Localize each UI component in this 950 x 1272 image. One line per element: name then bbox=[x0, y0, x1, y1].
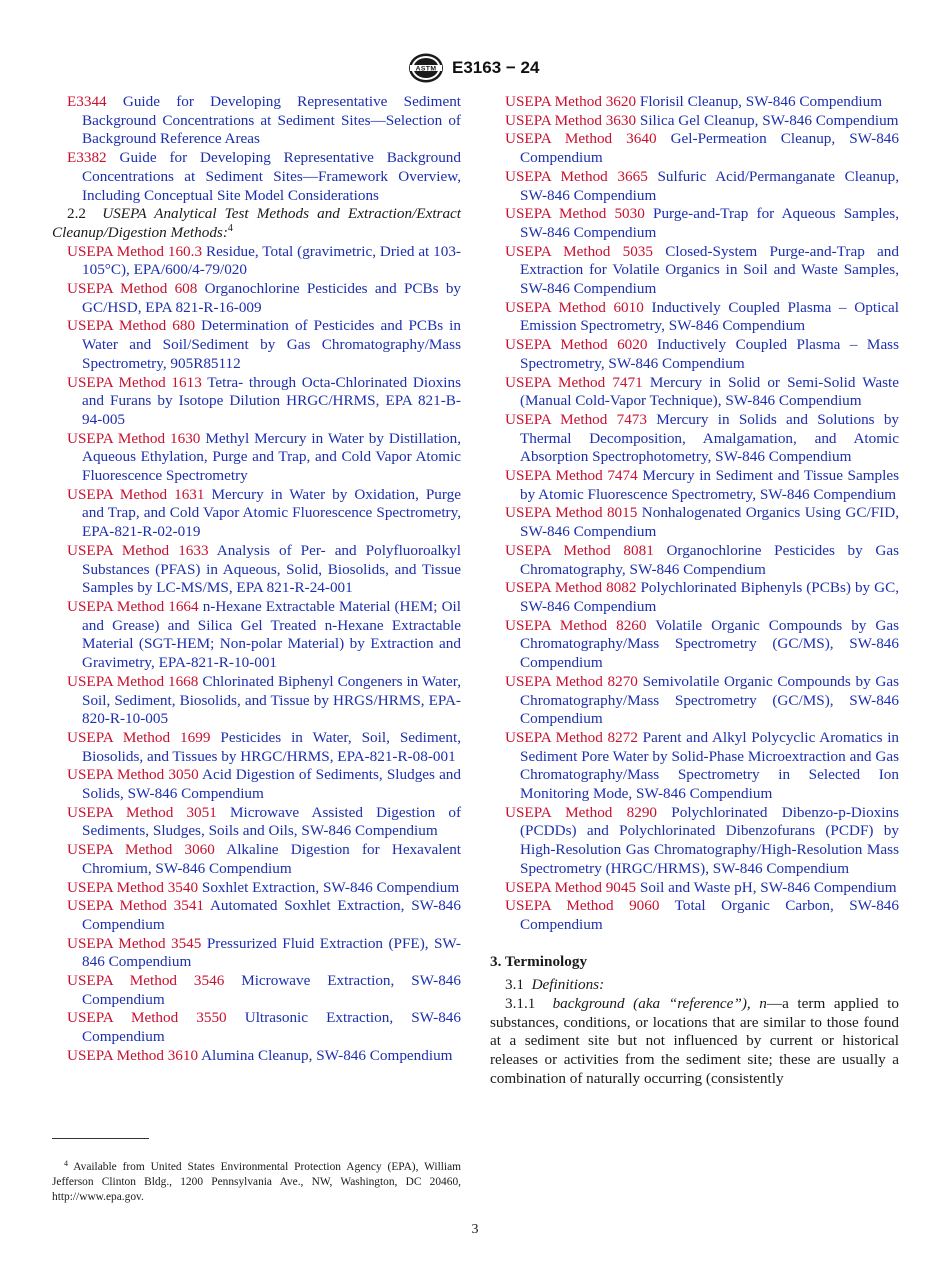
reference-designation-link[interactable]: USEPA Method 680 bbox=[67, 317, 196, 335]
reference-designation-link[interactable]: USEPA Method 3640 bbox=[505, 130, 657, 148]
right-column bbox=[490, 93, 899, 1089]
reference-designation-link[interactable]: USEPA Method 7471 bbox=[505, 373, 643, 391]
reference-entry bbox=[52, 243, 461, 280]
reference-title-link[interactable]: Mercury in Solid or Semi-Solid Waste (Manual Cold-Vapor Technique), SW-846 Compendium bbox=[520, 373, 899, 410]
reference-designation-link[interactable]: USEPA Method 1613 bbox=[67, 373, 202, 391]
reference-title-link[interactable]: Volatile Organic Compounds by Gas Chromatography/Mass Spectrometry (GC/MS), SW-846 Compendium bbox=[520, 616, 899, 672]
reference-entry bbox=[52, 374, 461, 430]
reference-title-link[interactable]: Organochlorine Pesticides and PCBs by GC/HSD, EPA 821-R-16-009 bbox=[82, 280, 462, 316]
reference-designation-link[interactable]: USEPA Method 3051 bbox=[67, 803, 217, 821]
reference-designation-link[interactable]: USEPA Method 1664 bbox=[67, 597, 199, 615]
reference-title-link[interactable]: Tetra- through Octa-Chlorinated Dioxins and Furans by Isotope Dilution HRGC/HRMS, EPA 821-B-94-005 bbox=[82, 373, 461, 428]
reference-designation-link[interactable]: USEPA Method 9045 bbox=[505, 878, 637, 896]
reference-entry bbox=[490, 617, 899, 673]
reference-entry bbox=[490, 299, 899, 336]
reference-designation-link[interactable]: USEPA Method 8015 bbox=[505, 504, 638, 522]
reference-designation-link[interactable]: USEPA Method 8082 bbox=[505, 579, 637, 597]
reference-designation-link[interactable]: E3382 bbox=[67, 149, 107, 167]
left-column bbox=[52, 93, 461, 1066]
reference-designation-link[interactable]: USEPA Method 1668 bbox=[67, 672, 199, 690]
reference-entry bbox=[52, 1009, 461, 1046]
reference-entry bbox=[52, 598, 461, 673]
defined-term: background (aka “reference”), n bbox=[552, 995, 767, 1013]
reference-title-link[interactable]: Polychlorinated Dibenzo-p-Dioxins (PCDDs) and Polychlorinated Dibenzofurans (PCDF) by High-Resolution Gas Chromatography/High-Resolution Mass Spectrometry (HRGC/HRMS), SW-846 Compendium bbox=[520, 803, 899, 877]
reference-designation-link[interactable]: USEPA Method 3546 bbox=[67, 972, 225, 990]
reference-entry bbox=[490, 411, 899, 467]
page-header bbox=[0, 52, 950, 86]
reference-designation-link[interactable]: USEPA Method 8270 bbox=[505, 672, 638, 690]
footnote-marker[interactable]: 4 bbox=[227, 222, 233, 234]
reference-entry bbox=[490, 729, 899, 804]
reference-entry bbox=[52, 879, 461, 898]
reference-designation-link[interactable]: USEPA Method 3545 bbox=[67, 934, 202, 952]
reference-entry bbox=[52, 935, 461, 972]
reference-title-link[interactable]: Residue, Total (gravimetric, Dried at 103-105°C), EPA/600/4-79/020 bbox=[82, 242, 461, 279]
section-3-heading: 3. Terminology bbox=[490, 952, 588, 970]
reference-entry bbox=[52, 673, 461, 729]
reference-entry bbox=[52, 972, 461, 1009]
document-designation: E3163 − 24 bbox=[452, 58, 540, 77]
reference-title-link[interactable]: Microwave Extraction, SW-846 Compendium bbox=[82, 972, 461, 1008]
reference-designation-link[interactable]: E3344 bbox=[67, 93, 107, 110]
reference-entry bbox=[52, 149, 461, 205]
reference-designation-link[interactable]: USEPA Method 3540 bbox=[67, 878, 199, 896]
reference-designation-link[interactable]: USEPA Method 7473 bbox=[505, 410, 647, 428]
reference-entry bbox=[52, 841, 461, 878]
reference-designation-link[interactable]: USEPA Method 5030 bbox=[505, 205, 645, 223]
reference-entry bbox=[52, 542, 461, 598]
reference-title-link[interactable]: Soxhlet Extraction, SW-846 Compendium bbox=[201, 878, 460, 896]
page-number: 3 bbox=[471, 1222, 479, 1237]
reference-title-link[interactable]: Florisil Cleanup, SW-846 Compendium bbox=[639, 93, 883, 110]
reference-title-link[interactable]: Soil and Waste pH, SW-846 Compendium bbox=[639, 878, 897, 896]
reference-title-link[interactable]: Closed-System Purge-and-Trap and Extraction for Volatile Organics in Soil and Waste Samples, SW-846 Compendium bbox=[520, 242, 899, 298]
reference-designation-link[interactable]: USEPA Method 160.3 bbox=[67, 242, 203, 260]
reference-entry bbox=[490, 504, 899, 541]
reference-title-link[interactable]: Parent and Alkyl Polycyclic Aromatics in Sediment Pore Water by Solid-Phase Microextraction and Gas Chromatography/Mass Spectrometry in Selected Ion Monitoring Mode, SW-846 Compendium bbox=[520, 728, 900, 803]
footnote-4: $^4$ Available from United States Environmental Protection Agency (EPA), William Jefferson Clinton Bldg., 1200 Pennsylvania Ave., NW, Washington, DC 20460, http://www.epa.gov. bbox=[52, 1159, 461, 1203]
reference-designation-link[interactable]: USEPA Method 1630 bbox=[67, 429, 201, 447]
reference-designation-link[interactable]: USEPA Method 9060 bbox=[505, 897, 660, 915]
reference-designation-link[interactable]: USEPA Method 3550 bbox=[67, 1009, 227, 1027]
reference-entry bbox=[490, 374, 899, 411]
reference-designation-link[interactable]: USEPA Method 3665 bbox=[505, 167, 648, 185]
reference-title-link[interactable]: Automated Soxhlet Extraction, SW-846 Compendium bbox=[82, 897, 461, 933]
reference-entry bbox=[490, 93, 899, 112]
reference-entry bbox=[490, 804, 899, 879]
reference-entry bbox=[490, 579, 899, 616]
section-3-1-heading: 3.1 Definitions: bbox=[505, 976, 605, 994]
section-2-2-heading: 2.2 USEPA Analytical Test Methods and Extraction/Extract Cleanup/Digestion Methods:$^4$ bbox=[52, 205, 462, 241]
astm-logo-icon bbox=[407, 52, 445, 84]
reference-entry bbox=[52, 280, 461, 317]
reference-title-link[interactable]: Pesticides in Water, Soil, Sediment, Biosolids, and Tissues by HRGC/HRMS, EPA-821-R-08-001 bbox=[82, 728, 462, 765]
reference-title-link[interactable]: Guide for Developing Representative Background Concentrations at Sediment Sites—Framework Overview, Including Conceptual Site Model Considerations bbox=[82, 149, 461, 204]
reference-entry bbox=[52, 93, 461, 149]
reference-entry bbox=[490, 542, 899, 579]
reference-designation-link[interactable]: USEPA Method 1631 bbox=[67, 485, 205, 503]
reference-entry bbox=[52, 430, 461, 486]
reference-designation-link[interactable]: USEPA Method 608 bbox=[67, 280, 198, 298]
svg-text:ASTM: ASTM bbox=[415, 65, 437, 73]
reference-title-link[interactable]: Alumina Cleanup, SW-846 Compendium bbox=[201, 1046, 453, 1064]
reference-title-link[interactable]: Ultrasonic Extraction, SW-846 Compendium bbox=[82, 1009, 461, 1046]
reference-title-link[interactable]: Pressurized Fluid Extraction (PFE), SW-846 Compendium bbox=[82, 934, 461, 971]
reference-list-usepa-continued bbox=[490, 93, 899, 935]
reference-title-link[interactable]: Alkaline Digestion for Hexavalent Chromium, SW-846 Compendium bbox=[82, 841, 462, 877]
reference-list-astm bbox=[52, 93, 461, 205]
reference-title-link[interactable]: Inductively Coupled Plasma – Optical Emission Spectrometry, SW-846 Compendium bbox=[520, 298, 899, 335]
reference-entry bbox=[490, 243, 899, 299]
reference-entry bbox=[52, 729, 461, 766]
reference-designation-link[interactable]: USEPA Method 3060 bbox=[67, 841, 215, 859]
reference-entry bbox=[490, 336, 899, 373]
reference-designation-link[interactable]: USEPA Method 3620 bbox=[505, 93, 637, 110]
reference-entry bbox=[490, 168, 899, 205]
reference-title-link[interactable]: Methyl Mercury in Water by Distillation, Aqueous Ethylation, Purge and Trap, and Cold Vapor Atomic Fluorescence Spectrometry bbox=[82, 429, 462, 485]
reference-title-link[interactable]: Nonhalogenated Organics Using GC/FID, SW-846 Compendium bbox=[520, 504, 900, 541]
reference-entry bbox=[490, 130, 899, 167]
reference-designation-link[interactable]: USEPA Method 1699 bbox=[67, 728, 211, 746]
reference-entry bbox=[52, 766, 461, 803]
reference-designation-link[interactable]: USEPA Method 3610 bbox=[67, 1046, 199, 1064]
reference-designation-link[interactable]: USEPA Method 8290 bbox=[505, 803, 658, 821]
reference-title-link[interactable]: Organochlorine Pesticides by Gas Chromatography, SW-846 Compendium bbox=[520, 541, 899, 578]
reference-title-link[interactable]: Inductively Coupled Plasma – Mass Spectrometry, SW-846 Compendium bbox=[520, 336, 900, 372]
reference-title-link[interactable]: Mercury in Water by Oxidation, Purge and Trap, and Cold Vapor Atomic Fluorescence Spectrometry, EPA-821-R-02-019 bbox=[82, 485, 462, 541]
reference-designation-link[interactable]: USEPA Method 8260 bbox=[505, 616, 647, 634]
reference-title-link[interactable]: Chlorinated Biphenyl Congeners in Water, Soil, Sediment, Biosolids, and Tissue by HRGS/HRMS, EPA-820-R-10-005 bbox=[82, 672, 461, 728]
reference-designation-link[interactable]: USEPA Method 3630 bbox=[505, 111, 637, 129]
reference-title-link[interactable]: Semivolatile Organic Compounds by Gas Chromatography/Mass Spectrometry (GC/MS), SW-846 Compendium bbox=[520, 672, 900, 728]
reference-title-link[interactable]: Mercury in Sediment and Tissue Samples by Atomic Fluorescence Spectrometry, SW-846 Compendium bbox=[520, 467, 900, 503]
reference-designation-link[interactable]: USEPA Method 8081 bbox=[505, 541, 654, 559]
reference-title-link[interactable]: Acid Digestion of Sediments, Sludges and Solids, SW-846 Compendium bbox=[82, 766, 461, 803]
reference-title-link[interactable]: Sulfuric Acid/Permanganate Cleanup, SW-846 Compendium bbox=[520, 167, 900, 204]
reference-designation-link[interactable]: USEPA Method 1633 bbox=[67, 541, 209, 559]
reference-title-link[interactable]: n-Hexane Extractable Material (HEM; Oil and Grease) and Silica Gel Treated n-Hexane Extractable Material (SGT-HEM; Non-polar Material) by Extraction and Gravimetry, EPA-821-R-10-001 bbox=[82, 597, 461, 672]
reference-entry bbox=[490, 673, 899, 729]
reference-entry bbox=[52, 1047, 461, 1066]
reference-designation-link[interactable]: USEPA Method 7474 bbox=[505, 467, 638, 485]
definition-background: 3.1.1 background (aka “reference”), n—a term applied to substances, conditions, or locations that are similar to those found at a sediment site but not influenced by current or historical releases or activities from the sediment site; these are usually a combination of naturally occurring (consistently bbox=[490, 995, 899, 1087]
reference-title-link[interactable]: Determination of Pesticides and PCBs in Water and Soil/Sediment by Gas Chromatography/Mass Spectrometry, 905R85112 bbox=[82, 317, 461, 372]
reference-title-link[interactable]: Silica Gel Cleanup, SW-846 Compendium bbox=[639, 111, 899, 129]
reference-title-link[interactable]: Purge-and-Trap for Aqueous Samples, SW-846 Compendium bbox=[520, 205, 899, 241]
reference-entry bbox=[52, 486, 461, 542]
reference-designation-link[interactable]: USEPA Method 6010 bbox=[505, 298, 644, 316]
reference-entry bbox=[52, 804, 461, 841]
reference-title-link[interactable]: Analysis of Per- and Polyfluoroalkyl Substances (PFAS) in Aqueous, Solid, Biosolids, and Tissue Samples by LC-MS/MS, EPA 821-R-24-001 bbox=[82, 541, 461, 597]
reference-entry bbox=[52, 317, 461, 373]
reference-title-link[interactable]: Polychlorinated Biphenyls (PCBs) by GC, SW-846 Compendium bbox=[520, 579, 900, 615]
reference-title-link[interactable]: Total Organic Carbon, SW-846 Compendium bbox=[520, 897, 899, 933]
reference-title-link[interactable]: Mercury in Solids and Solutions by Thermal Decomposition, Amalgamation, and Atomic Absorption Spectrophotometry, SW-846 Compendium bbox=[520, 410, 900, 466]
footnote-divider bbox=[52, 1138, 149, 1139]
reference-designation-link[interactable]: USEPA Method 3050 bbox=[67, 766, 199, 784]
reference-designation-link[interactable]: USEPA Method 3541 bbox=[67, 897, 205, 915]
reference-title-link[interactable]: Gel-Permeation Cleanup, SW-846 Compendium bbox=[520, 130, 899, 167]
reference-designation-link[interactable]: USEPA Method 6020 bbox=[505, 336, 648, 354]
reference-entry bbox=[490, 112, 899, 131]
reference-list-usepa bbox=[52, 243, 461, 1066]
reference-entry bbox=[490, 897, 899, 934]
reference-entry bbox=[490, 467, 899, 504]
reference-entry bbox=[490, 879, 899, 898]
reference-designation-link[interactable]: USEPA Method 5035 bbox=[505, 242, 653, 260]
reference-entry bbox=[52, 897, 461, 934]
reference-designation-link[interactable]: USEPA Method 8272 bbox=[505, 728, 638, 746]
reference-title-link[interactable]: Guide for Developing Representative Sediment Background Concentrations at Sediment Sites—Selection of Background Reference Areas bbox=[82, 93, 462, 148]
reference-title-link[interactable]: Microwave Assisted Digestion of Sediments, Sludges, Soils and Oils, SW-846 Compendium bbox=[82, 803, 461, 840]
reference-entry bbox=[490, 205, 899, 242]
